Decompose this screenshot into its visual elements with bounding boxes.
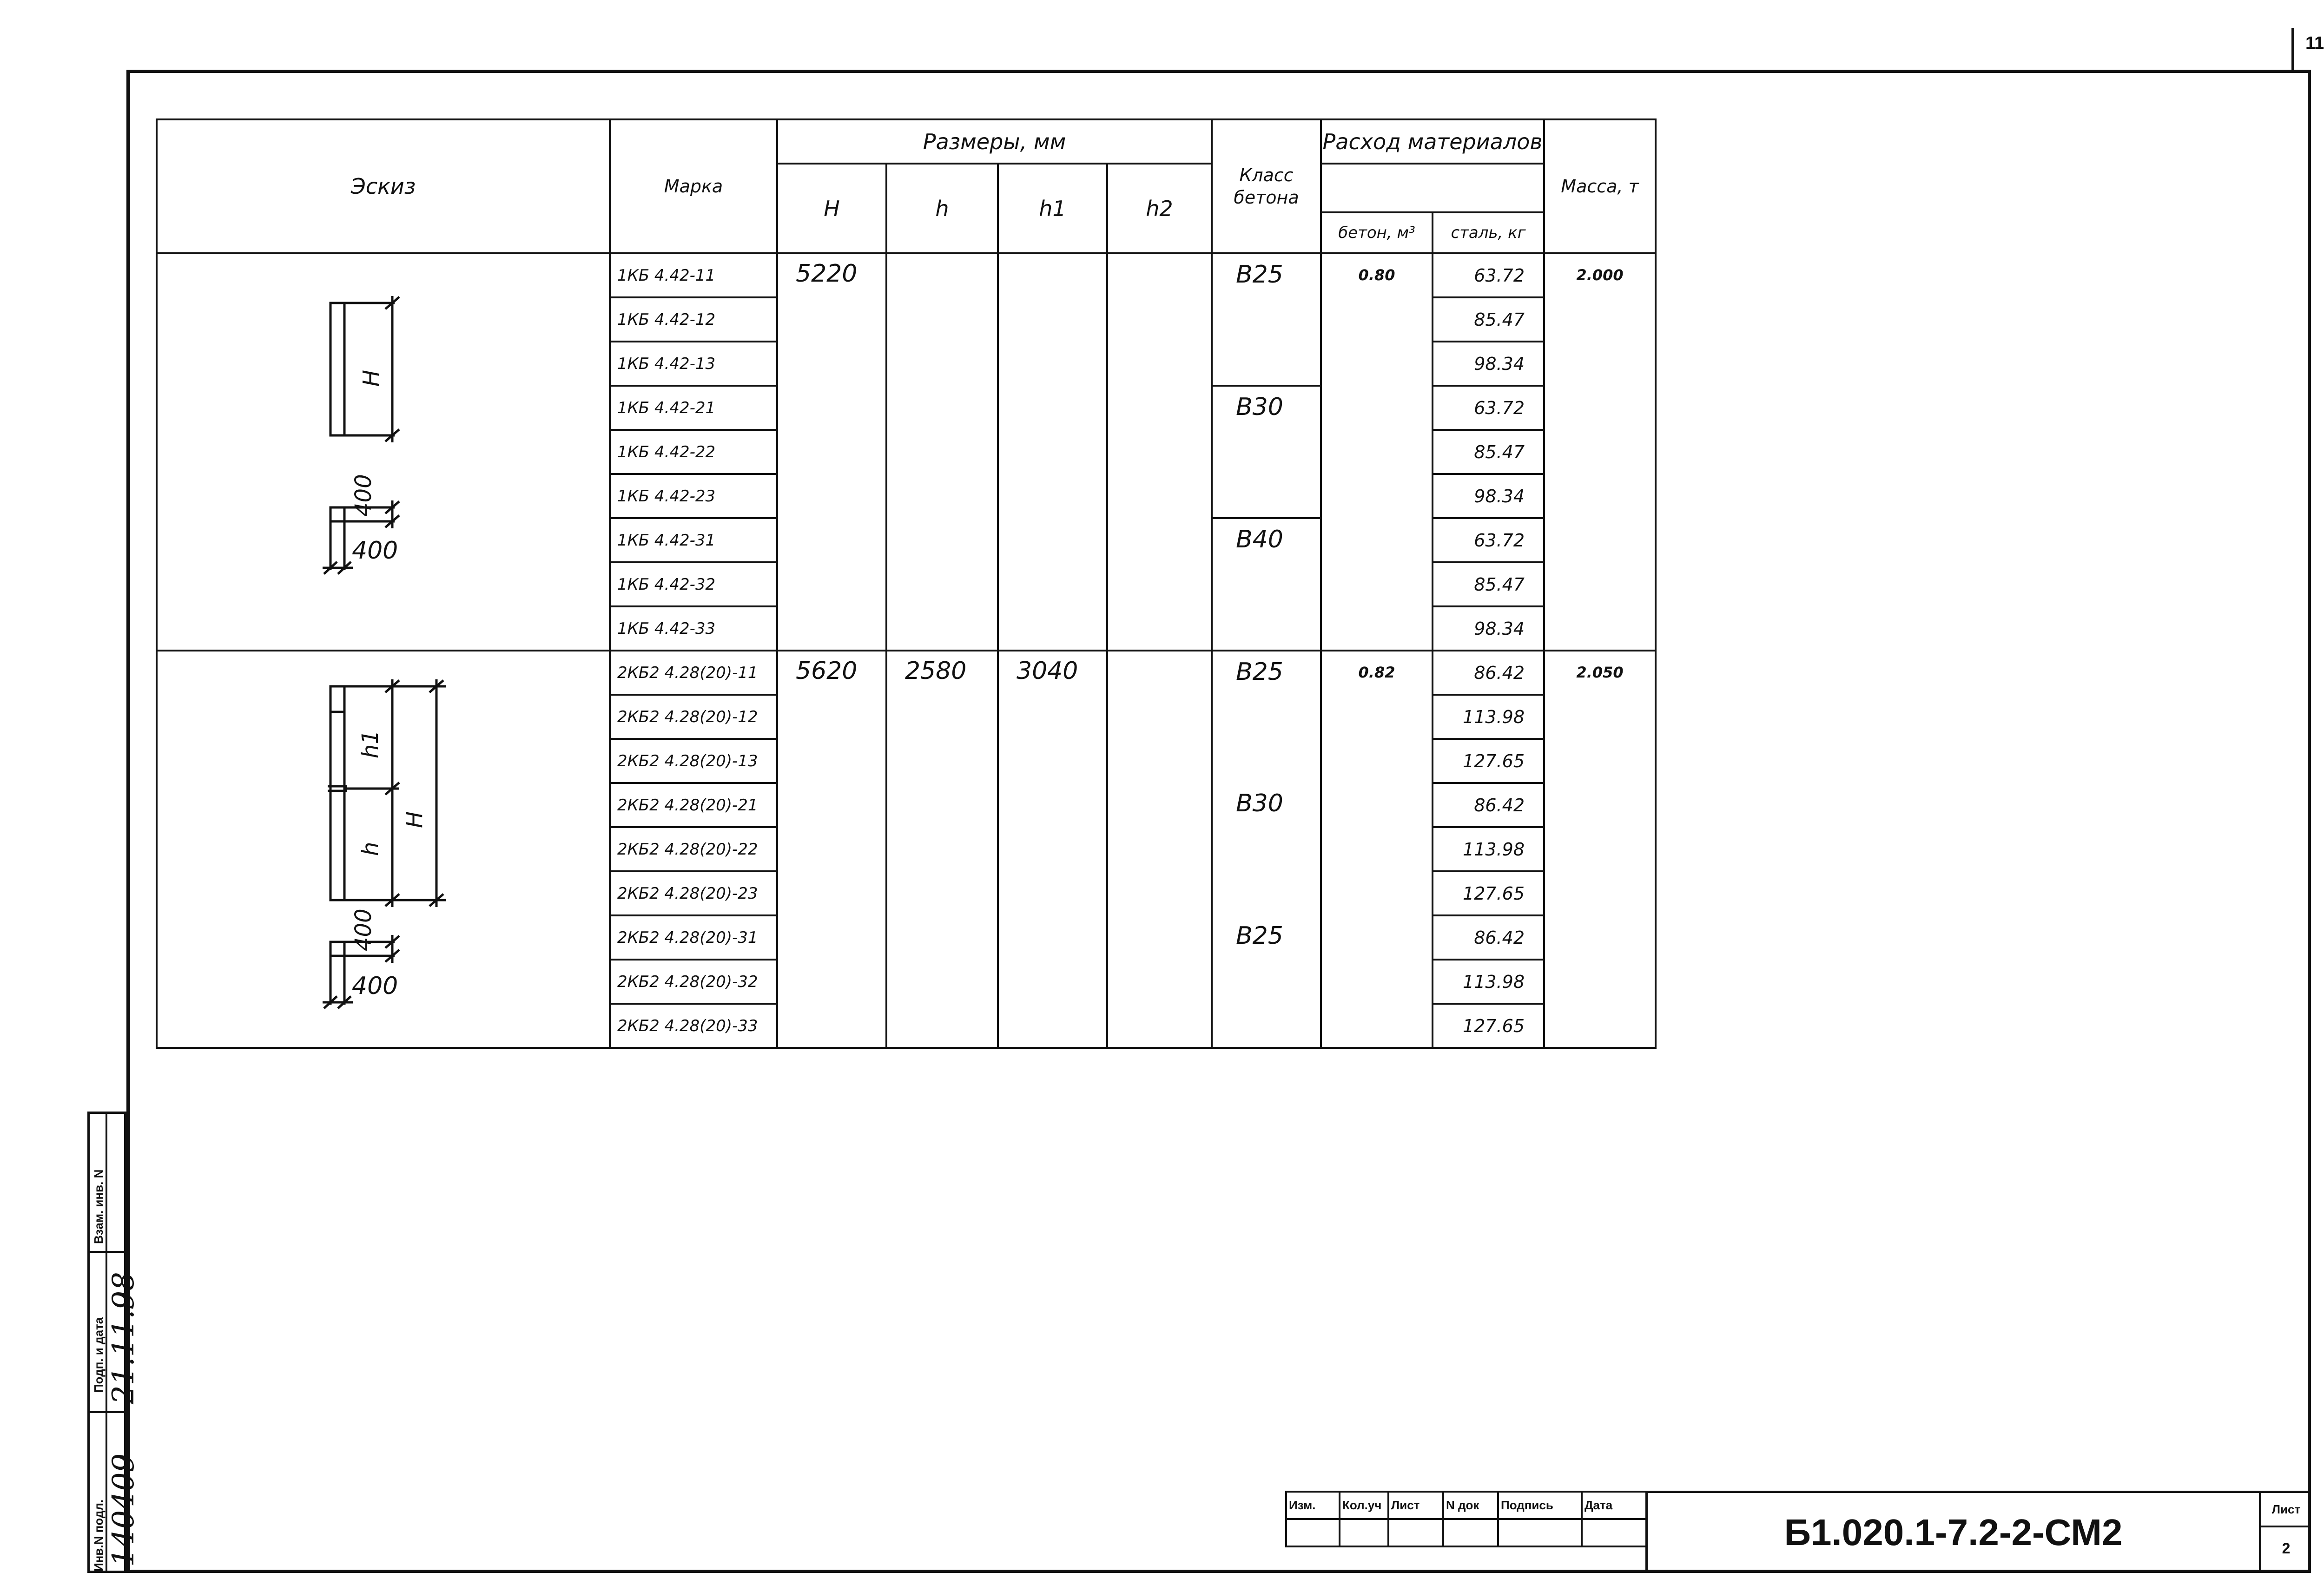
klass-cell: B25 — [1212, 651, 1321, 783]
rev-ndok: N док — [1443, 1492, 1498, 1519]
steel-cell: 127.65 — [1433, 1004, 1544, 1048]
rev-kol: Кол.уч — [1340, 1492, 1388, 1519]
marka-cell: 1КБ 4.42-33 — [610, 606, 777, 651]
page-number-bar — [2291, 28, 2294, 70]
marka-cell: 1КБ 4.42-23 — [610, 474, 777, 518]
header-stal: сталь, кг — [1433, 212, 1544, 253]
steel-cell: 98.34 — [1433, 474, 1544, 518]
header-beton: бетон, м³ — [1321, 212, 1433, 253]
marka-cell: 2КБ2 4.28(20)-31 — [610, 915, 777, 960]
side-stamp — [87, 1112, 141, 1573]
header-sketch: Эскиз — [157, 119, 610, 253]
marka-cell: 1КБ 4.42-31 — [610, 518, 777, 562]
side-vzam-label: Взам. инв. N — [92, 1169, 106, 1244]
sketch1-H-label: H — [358, 369, 384, 387]
header-rashod: Расход материалов — [1321, 119, 1544, 164]
group2-beton: 0.82 — [1321, 651, 1433, 1048]
marka-cell: 2КБ2 4.28(20)-23 — [610, 871, 777, 915]
sketch1-dim-horizontal: 400 — [352, 537, 398, 565]
revision-table — [1285, 1491, 1647, 1547]
header-h: h — [886, 164, 998, 253]
group1-h1 — [998, 253, 1107, 651]
header-klass: Класс бетона — [1212, 119, 1321, 253]
marka-cell: 2КБ2 4.28(20)-13 — [610, 739, 777, 783]
sketch-group1 — [157, 253, 610, 651]
klass-cell: B30 — [1212, 386, 1321, 518]
sketch1-dim-vertical: 400 — [350, 474, 376, 517]
group1-beton: 0.80 — [1321, 253, 1433, 651]
group1-massa: 2.000 — [1544, 253, 1656, 651]
klass-cell: B25 — [1212, 253, 1321, 386]
header-H: H — [777, 164, 886, 253]
steel-cell: 86.42 — [1433, 915, 1544, 960]
specification-table — [156, 118, 1657, 1049]
steel-cell: 85.47 — [1433, 430, 1544, 474]
steel-cell: 113.98 — [1433, 960, 1544, 1004]
sketch2-h1-label: h1 — [357, 730, 383, 758]
sketch-group2 — [157, 651, 610, 1048]
sheet-box — [2259, 1491, 2311, 1573]
marka-cell: 2КБ2 4.28(20)-32 — [610, 960, 777, 1004]
marka-cell: 2КБ2 4.28(20)-12 — [610, 695, 777, 739]
group2-massa: 2.050 — [1544, 651, 1656, 1048]
side-podp-label: Подп. и дата — [92, 1317, 106, 1393]
group2-h: 2580 — [886, 651, 998, 1048]
marka-cell: 2КБ2 4.28(20)-22 — [610, 827, 777, 871]
steel-cell: 63.72 — [1433, 386, 1544, 430]
rev-izm: Изм. — [1286, 1492, 1340, 1519]
document-code: Б1.020.1-7.2-2-СМ2 — [1645, 1491, 2259, 1573]
marka-cell: 1КБ 4.42-32 — [610, 562, 777, 606]
marka-cell: 1КБ 4.42-11 — [610, 253, 777, 297]
marka-cell: 1КБ 4.42-12 — [610, 297, 777, 342]
side-inv-label: Инв.N подл. — [92, 1499, 106, 1572]
group1-h — [886, 253, 998, 651]
steel-cell: 113.98 — [1433, 827, 1544, 871]
steel-cell: 127.65 — [1433, 871, 1544, 915]
steel-cell: 113.98 — [1433, 695, 1544, 739]
steel-cell: 127.65 — [1433, 739, 1544, 783]
steel-cell: 86.42 — [1433, 651, 1544, 695]
marka-cell: 1КБ 4.42-13 — [610, 342, 777, 386]
klass-cell: B40 — [1212, 518, 1321, 651]
steel-cell: 98.34 — [1433, 606, 1544, 651]
steel-cell: 85.47 — [1433, 562, 1544, 606]
header-h1: h1 — [998, 164, 1107, 253]
side-podp-handwritten: 21.11.98 — [106, 1272, 141, 1404]
sheet-label: Лист — [2261, 1493, 2311, 1527]
sketch-group1-drawing — [158, 254, 610, 651]
steel-cell: 98.34 — [1433, 342, 1544, 386]
marka-cell: 1КБ 4.42-21 — [610, 386, 777, 430]
marka-cell: 2КБ2 4.28(20)-21 — [610, 783, 777, 827]
rev-podpis: Подпись — [1498, 1492, 1582, 1519]
header-marka: Марка — [610, 119, 777, 253]
steel-cell: 63.72 — [1433, 518, 1544, 562]
header-sizes: Размеры, мм — [777, 119, 1212, 164]
group2-h2 — [1107, 651, 1212, 1048]
marka-cell: 2КБ2 4.28(20)-33 — [610, 1004, 777, 1048]
group1-H: 5220 — [777, 253, 886, 651]
steel-cell: 63.72 — [1433, 253, 1544, 297]
marka-cell: 2КБ2 4.28(20)-11 — [610, 651, 777, 695]
group1-h2 — [1107, 253, 1212, 651]
page-number: 11 — [2305, 33, 2324, 53]
sketch2-dim-horizontal: 400 — [352, 972, 398, 1000]
sketch2-dim-vertical: 400 — [350, 908, 376, 951]
klass-cell: B25 — [1212, 915, 1321, 1048]
header-h2: h2 — [1107, 164, 1212, 253]
sketch2-H-label: H — [402, 811, 428, 828]
klass-cell: B30 — [1212, 783, 1321, 915]
group2-H: 5620 — [777, 651, 886, 1048]
marka-cell: 1КБ 4.42-22 — [610, 430, 777, 474]
steel-cell: 86.42 — [1433, 783, 1544, 827]
steel-cell: 85.47 — [1433, 297, 1544, 342]
group2-h1: 3040 — [998, 651, 1107, 1048]
sheet-number: 2 — [2282, 1540, 2291, 1557]
rev-data: Дата — [1582, 1492, 1646, 1519]
rev-list: Лист — [1388, 1492, 1443, 1519]
sketch2-h-label: h — [357, 842, 383, 856]
header-massa: Масса, т — [1544, 119, 1656, 253]
side-inv-handwritten: 140409 — [106, 1453, 141, 1567]
